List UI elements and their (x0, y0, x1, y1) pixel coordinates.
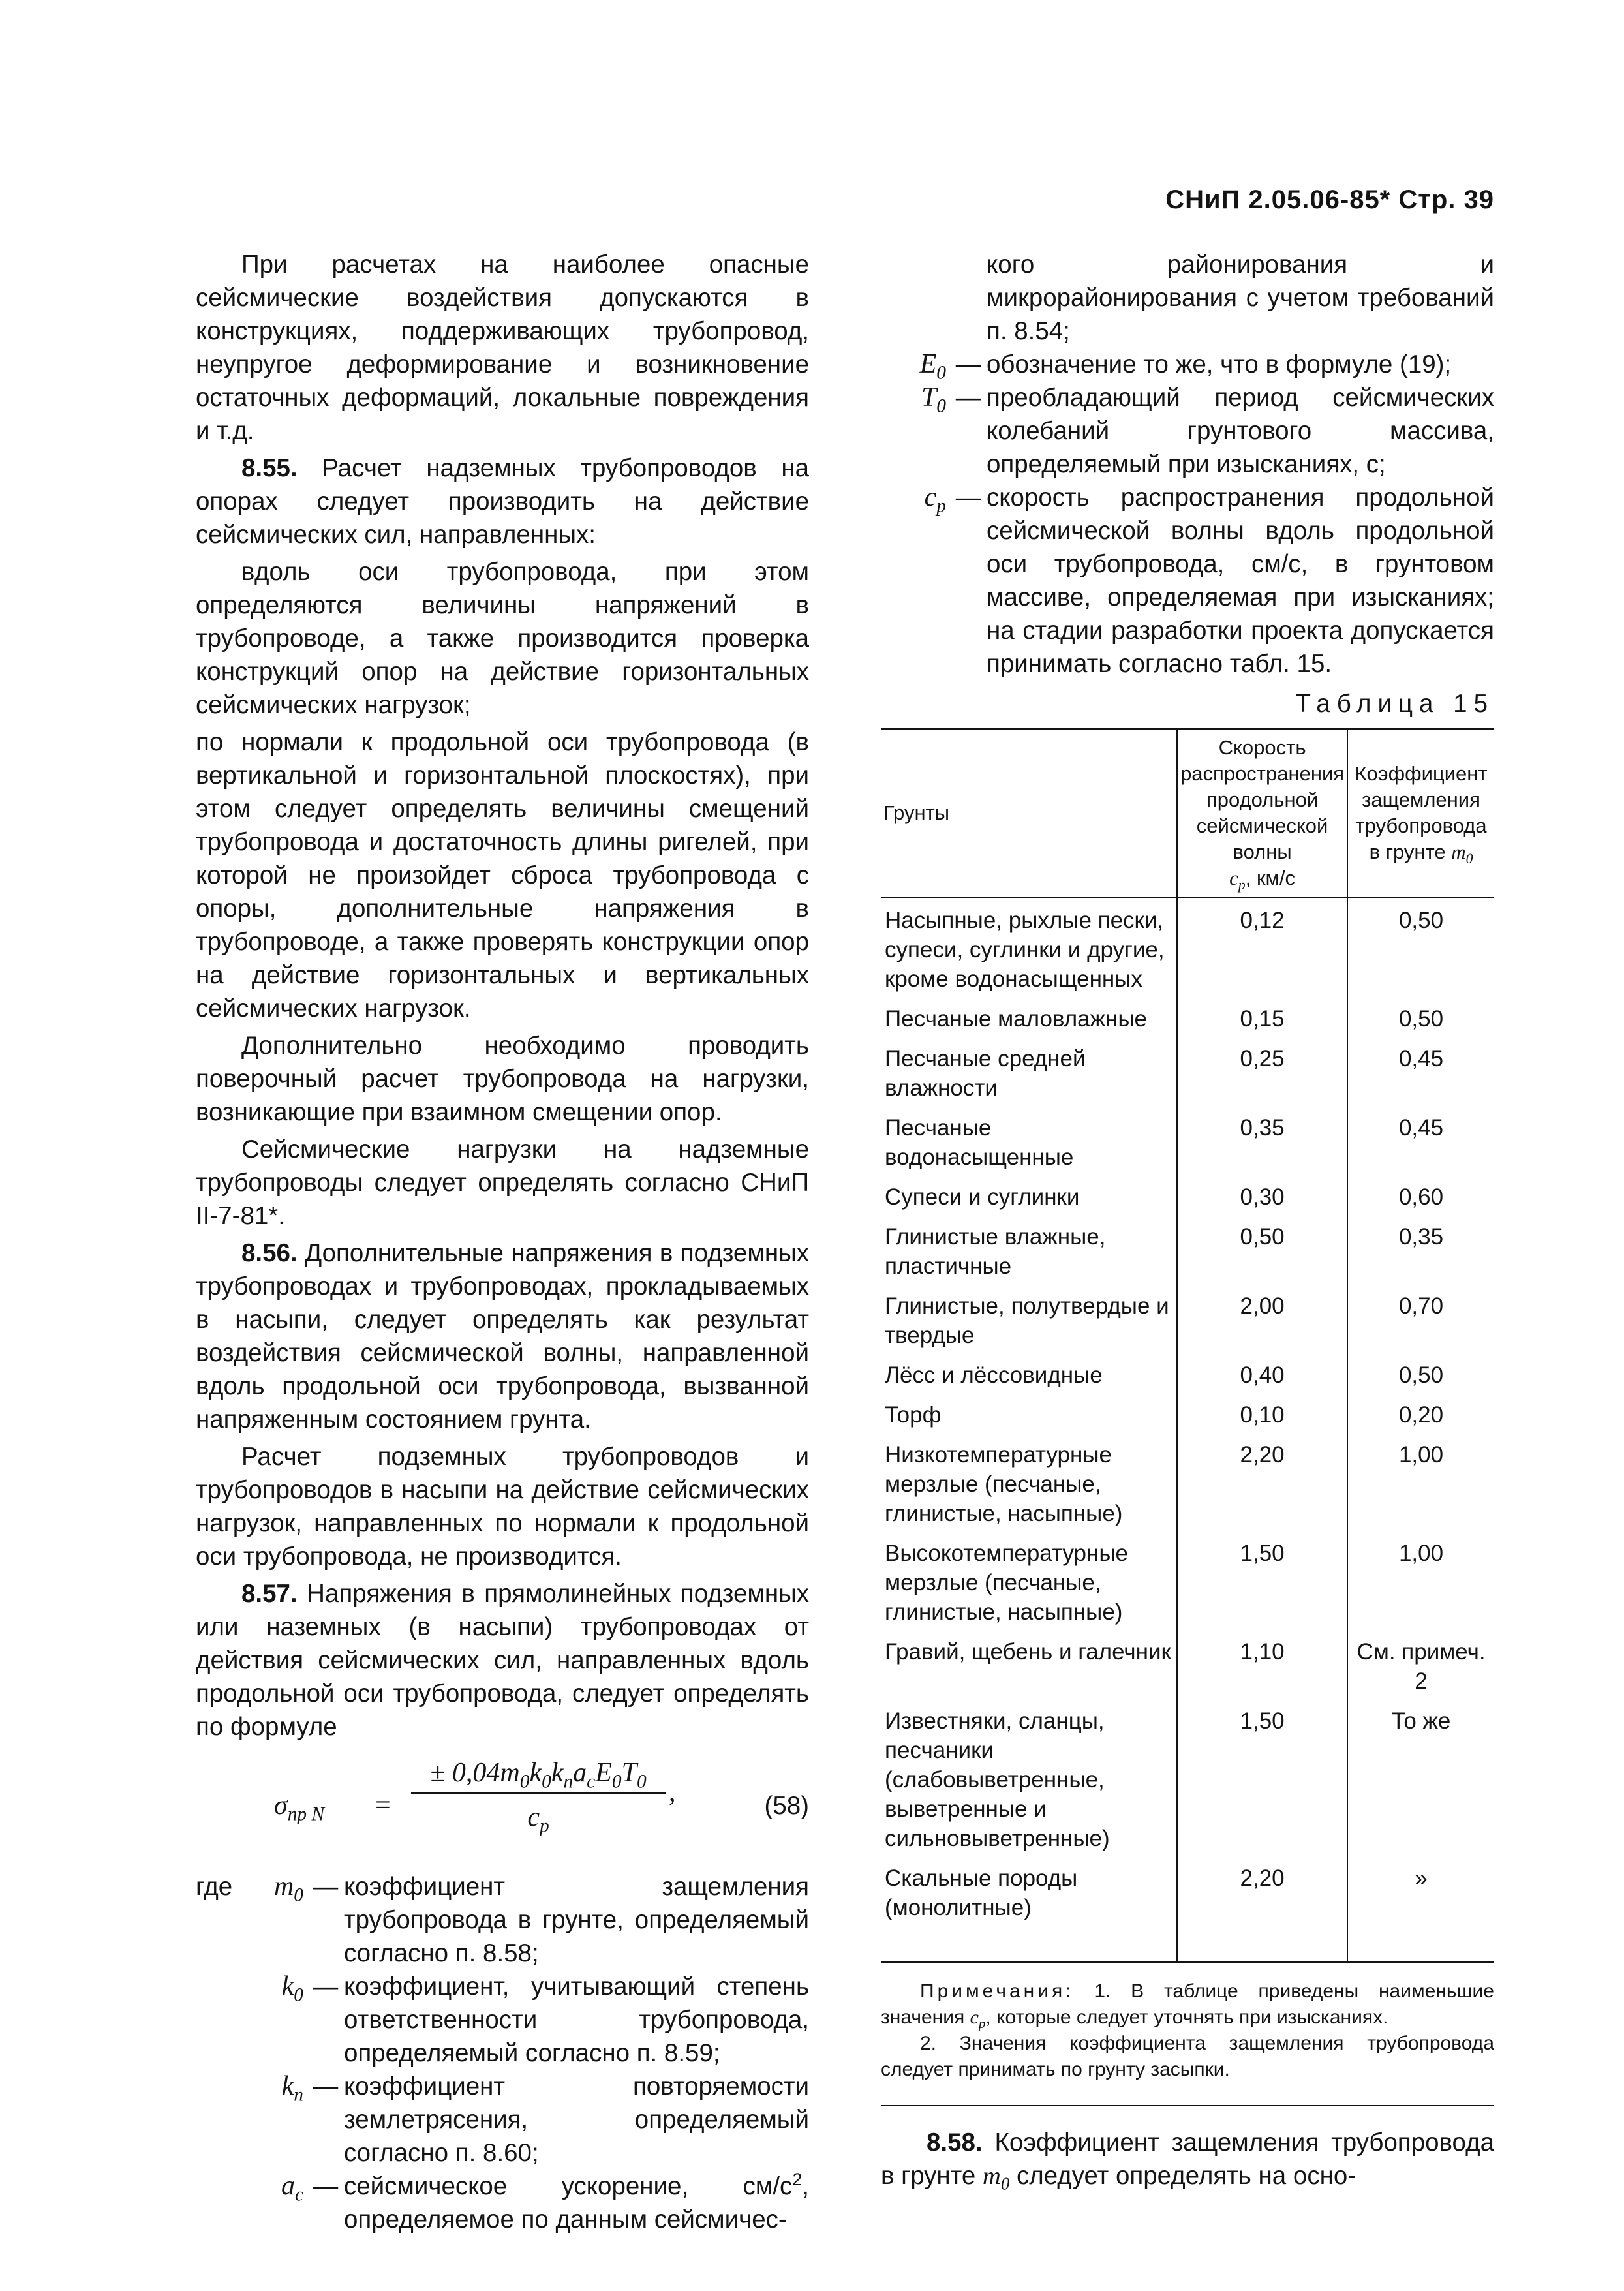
soil-table (881, 728, 1494, 1963)
def-symbol: $c_p$ (924, 482, 946, 517)
symbol-definitions-continued (881, 248, 1494, 681)
table-caption: Таблица 15 (1295, 690, 1494, 718)
def-text: коэффициент защемления трубопровода в грунте, определяемый согласно п. 8.58; (344, 1873, 809, 1967)
header-clamping-coef: Коэффициент защемления трубопровода в грунте $m_0$ (1347, 729, 1494, 897)
formula-58 (196, 1757, 809, 1854)
wave-speed-cell: 0,30 (1177, 1180, 1347, 1220)
wave-speed-cell: 1,50 (1177, 1536, 1347, 1635)
wave-speed-cell: 1,10 (1177, 1635, 1347, 1704)
def-text: кого районирования и микрорайонирования с учетом требований п. 8.54; (987, 251, 1494, 345)
wave-speed-cell: 0,40 (1177, 1358, 1347, 1398)
wave-speed-cell: 1,50 (1177, 1704, 1347, 1861)
paragraph-underground-calc: Расчет подземных трубопроводов и трубопроводов в насыпи на действие сейсмических нагрузок, направленных по нормали к продольной оси трубопровода, не производится. (196, 1443, 809, 1571)
wave-speed-cell: 0,10 (1177, 1398, 1347, 1438)
section-text: Напряжения в прямолинейных подземных или наземных (в насыпи) трубопроводах от действия сейсмических сил, направленных вдоль продольной оси трубопровода, следует определять по формуле (196, 1580, 810, 1741)
section-8-58: 8.58. Коэффициент защемления трубопровода в грунте $m_0$ следует определять на осно- (881, 2129, 1494, 2194)
paragraph-normal-axis: по нормали к продольной оси трубопровода (в вертикальной и горизонтальной плоскостях), при этом следует определять величины смещений трубопровода и достаточность длины ригелей, при которой не произойдет сброса трубопровода с опоры, дополнительные напряжения в трубопроводе, а также проверять конструкции опор на действие горизонтальных и вертикальных сейсмических нагрузок. (196, 728, 809, 1022)
section-8-55 (196, 452, 809, 551)
definition-m0: где $m_0$ — коэффициент защемления трубопровода в грунте, определяемый согласно п. 8.58; (196, 1870, 809, 1970)
table-row (881, 1635, 1494, 1704)
soil-name-cell: Высокотемпературные мерзлые (песчаные, глинистые, насыпные) (885, 1541, 1128, 1625)
clamping-coef-cell: 0,70 (1347, 1289, 1494, 1358)
header-wave-speed: Скорость распространения продольной сейсмической волны $c_p$, км/с (1177, 729, 1347, 897)
clamping-coef-cell: См. примеч. 2 (1347, 1635, 1494, 1704)
section-number: 8.56. (241, 1239, 298, 1267)
table-row (881, 1438, 1494, 1536)
def-symbol: $m_0$ (273, 1871, 303, 1906)
notes-label: Примечания: (920, 1980, 1075, 2002)
paragraph-additional-check: Дополнительно необходимо проводить поверочный расчет трубопровода на нагрузки, возникающие при взаимном смещении опор. (196, 1032, 809, 1126)
def-symbol: $E_0$ (919, 349, 946, 384)
section-text: Дополнительные напряжения в подземных трубопроводах и трубопроводах, прокладываемых в насыпи, следует определять как результат воздействия сейсмической волны, направленной вдоль продольной оси трубопровода, вызванной напряженным состоянием грунта. (196, 1239, 809, 1434)
wave-speed-cell: 0,15 (1177, 1002, 1347, 1041)
table-row (881, 1861, 1494, 1962)
soil-name-cell: Глинистые, полутвердые и твердые (885, 1293, 1169, 1348)
formula-number: (58) (764, 1792, 809, 1820)
section-number: 8.58. (927, 2129, 983, 2157)
clamping-coef-cell: 0,50 (1347, 1358, 1494, 1398)
section-text: Расчет надземных трубопроводов на опорах следует производить на действие сейсмических сил, направленных: (196, 454, 809, 549)
formula-comma: , (669, 1777, 676, 1807)
formula-numerator: ± $0,04m_0k_0k_пa_cE_0T_0$ (411, 1757, 666, 1794)
table-row (881, 1536, 1494, 1635)
clamping-coef-cell: 0,50 (1347, 897, 1494, 1002)
paragraph-seismic-impacts: При расчетах на наиболее опасные сейсмические воздействия допускаются в конструкциях, поддерживающих трубопровод, неупругое деформирование и возникновение остаточных деформаций, локальные повреждения и т.д. (196, 251, 809, 445)
table-body (881, 897, 1494, 1962)
definition-T0: $T_0$ — преобладающий период сейсмических колебаний грунтового массива, определяемый при изысканиях, с; (881, 381, 1494, 481)
def-symbol: $k_п$ (281, 2071, 303, 2106)
clamping-coef-cell: 0,45 (1347, 1041, 1494, 1111)
wave-speed-cell: 2,00 (1177, 1289, 1347, 1358)
divider (881, 2105, 1494, 2106)
wave-speed-cell: 2,20 (1177, 1438, 1347, 1536)
section-number: 8.55. (241, 454, 298, 482)
table-row (881, 897, 1494, 1002)
soil-name-cell: Насыпные, рыхлые пески, супеси, суглинки и другие, кроме водонасыщенных (885, 908, 1165, 992)
def-text: обозначение то же, что в формуле (19); (987, 350, 1452, 378)
clamping-coef-cell: 0,35 (1347, 1220, 1494, 1289)
clamping-coef-cell: 1,00 (1347, 1536, 1494, 1635)
clamping-coef-cell: То же (1347, 1704, 1494, 1861)
definition-k0: $k_0$ — коэффициент, учитывающий степень ответственности трубопровода, определяемый согласно п. 8.59; (196, 1970, 809, 2070)
soil-name-cell: Низкотемпературные мерзлые (песчаные, глинистые, насыпные) (885, 1442, 1123, 1526)
soil-name-cell: Гравий, щебень и галечник (885, 1639, 1171, 1665)
wave-speed-cell: 0,12 (1177, 897, 1347, 1002)
left-column (196, 248, 809, 2236)
clamping-coef-cell: 0,20 (1347, 1398, 1494, 1438)
clamping-coef-cell: 0,60 (1347, 1180, 1494, 1220)
soil-name-cell: Песчаные водонасыщенные (885, 1115, 1074, 1170)
table-row (881, 1704, 1494, 1861)
definition-cp: $c_p$ — скорость распространения продольной сейсмической волны вдоль продольной оси трубопровода, см/с, в грунтовом массиве, определяемая при изысканиях; на стадии разработки проекта допускается принимать согласно табл. 15. (881, 481, 1494, 681)
def-text: преобладающий период сейсмических колебаний грунтового массива, определяемый при изысканиях, с; (987, 384, 1494, 478)
soil-name-cell: Торф (885, 1402, 942, 1428)
soil-name-cell: Песчаные средней влажности (885, 1046, 1086, 1101)
formula-denominator: $c_p$ (527, 1802, 549, 1837)
formula-lhs: $\sigma_{пр N}$ (274, 1791, 325, 1825)
def-text: скорость распространения продольной сейсмической волны вдоль продольной оси трубопровода, см/с, в грунтовом массиве, определяемая при изысканиях; на стадии разработки проекта допускается принимать согласно табл. 15. (987, 484, 1494, 678)
def-text: коэффициент повторяемости землетрясения, определяемый согласно п. 8.60; (344, 2072, 809, 2167)
definition-kp: $k_п$ — коэффициент повторяемости землетрясения, определяемый согласно п. 8.60; (196, 2070, 809, 2170)
soil-name-cell: Известняки, сланцы, песчаники (слабовыветренные, выветренные и сильновыветренные) (885, 1708, 1110, 1851)
where-label: где (196, 1873, 233, 1901)
def-symbol: $T_0$ (921, 382, 946, 417)
def-symbol: $a_c$ (281, 2171, 303, 2206)
table-row (881, 1002, 1494, 1041)
soil-name-cell: Супеси и суглинки (885, 1184, 1080, 1210)
table-row (881, 1111, 1494, 1180)
note-2: 2. Значения коэффициента защемления трубопровода следует принимать по грунту засыпки. (881, 2033, 1494, 2080)
definition-E0: $E_0$ — обозначение то же, что в формуле (19); (881, 348, 1494, 381)
clamping-coef-cell: 0,45 (1347, 1111, 1494, 1180)
soil-name-cell: Скальные породы (монолитные) (881, 1861, 1177, 1962)
def-text: сейсмическое ускорение, $см/с^2$, определяемое по данным сейсмичес- (344, 2170, 809, 2234)
paragraph-along-axis: вдоль оси трубопровода, при этом определяются величины напряжений в трубопроводе, а также производится проверка конструкций опор на действие горизонтальных сейсмических нагрузок; (196, 558, 809, 719)
table-notes (881, 1978, 1494, 2083)
right-column (881, 248, 1494, 2197)
wave-speed-cell: 0,50 (1177, 1220, 1347, 1289)
note-1: Примечания: 1. В таблице приведены наименьшие значения $c_p$, которые следует уточнять при изысканиях. (881, 1980, 1494, 2031)
formula-equals: = (375, 1791, 391, 1821)
def-text: коэффициент, учитывающий степень ответственности трубопровода, определяемый согласно п. 8.59; (344, 1973, 809, 2067)
table-header-row (881, 729, 1494, 897)
soil-name-cell: Песчаные маловлажные (885, 1006, 1147, 1032)
table-row (881, 1180, 1494, 1220)
page-header: СНиП 2.05.06-85* Стр. 39 (1165, 185, 1494, 214)
table-row (881, 1358, 1494, 1398)
clamping-coef-cell: 1,00 (1347, 1438, 1494, 1536)
soil-name-cell: Глинистые влажные, пластичные (885, 1224, 1106, 1279)
soil-name-cell: Лёсс и лёссовидные (885, 1362, 1103, 1388)
wave-speed-cell: 0,25 (1177, 1041, 1347, 1111)
table-row (881, 1289, 1494, 1358)
table-row (881, 1398, 1494, 1438)
symbol-definitions (196, 1870, 809, 2236)
section-number: 8.57. (241, 1580, 298, 1608)
paragraph-seismic-loads: Сейсмические нагрузки на надземные трубопроводы следует определять согласно СНиП II-7-81*. (196, 1135, 809, 1230)
clamping-coef-cell: 0,50 (1347, 1002, 1494, 1041)
clamping-coef-cell: » (1347, 1861, 1494, 1962)
table-row (881, 1041, 1494, 1111)
table-row (881, 1220, 1494, 1289)
def-symbol: $k_0$ (281, 1971, 303, 2006)
wave-speed-cell: 2,20 (1177, 1861, 1347, 1962)
wave-speed-cell: 0,35 (1177, 1111, 1347, 1180)
section-8-57 (196, 1577, 809, 1744)
definition-ac-continued (881, 248, 1494, 348)
definition-ac: $a_c$ — сейсмическое ускорение, $см/с^2$, определяемое по данным сейсмичес- (196, 2170, 809, 2236)
section-8-56 (196, 1237, 809, 1436)
header-soils: Грунты (881, 729, 1177, 897)
